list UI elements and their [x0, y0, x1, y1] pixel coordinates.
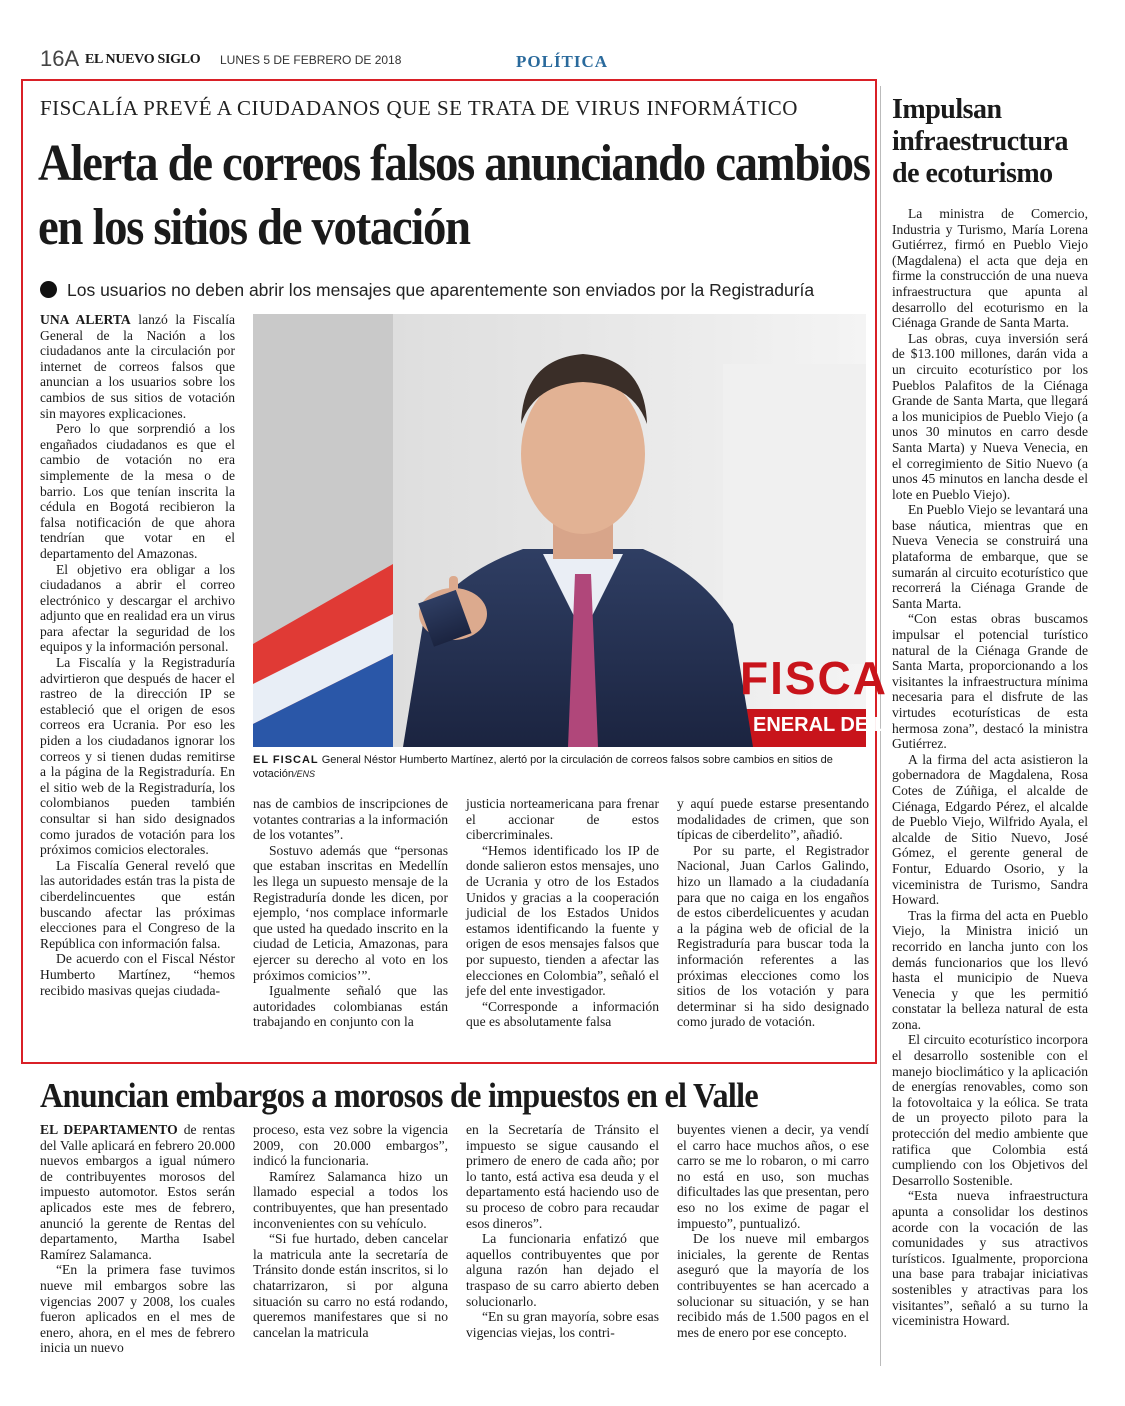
- paragraph: justicia norteamericana para frenar el accionar de estos cibercriminales.: [466, 796, 659, 843]
- paragraph: El objetivo era obligar a los ciudadanos a abrir el correo electrónico y descargar el archivo adjunto que en realidad era un virus para afectar la seguridad de los equipos y la información personal.: [40, 561, 235, 655]
- paragraph: “Corresponde a información que es absolutamente falsa: [466, 998, 659, 1030]
- lower-col-4: [677, 1122, 869, 1340]
- paragraph: “Hemos identificado los IP de donde salieron estos mensajes, uno de Ucrania y otro de los Estados Unidos y gracias a la cooperación judicial de los Estados Unidos estamos identificando la fuente y origen de esos mensajes falsos que por supuesto, tienden a afectar las elecciones en Colombia”, señaló el jefe del ente investigador.: [466, 842, 659, 999]
- paragraph: La Fiscalía General reveló que las autoridades están tras la pista de ciberdelincuentes que están buscando afectar las próximas elecciones para el Congreso de la República con información falsa.: [40, 857, 235, 951]
- article-photo: [253, 314, 901, 747]
- page-number: 16A: [40, 46, 80, 71]
- paragraph: Tras la firma del acta en Pueblo Viejo, la Ministra inició un recorrido en lancha junto con los demás funcionarios que los llevó hasta el municipio de Nueva Venecia y que les permitió constatar la belleza natural de esta zona.: [892, 907, 1088, 1032]
- paragraph: “En su gran mayoría, sobre esas vigencias viejas, los contri-: [466, 1309, 659, 1340]
- paragraph: Pero lo que sorprendió a los engañados ciudadanos es que el cambio de votación no era simplemente de la mesa o de barrio. Los que tenían inscrita la cédula en Bogotá recibieron la falsa notificación de que ahora tendrían que votar en el departamento del Amazonas.: [40, 421, 235, 561]
- article-kicker: FISCALÍA PREVÉ A CIUDADANOS QUE SE TRATA DE VIRUS INFORMÁTICO: [40, 96, 798, 120]
- paragraph: En Pueblo Viejo se levantará una base náutica, mientras que en Nueva Venecia se construirá una plataforma de embarque, que se sumarán al circuito ecoturístico que recorrerá la Ciénaga Grande de Santa Marta.: [892, 502, 1088, 611]
- sidebar-body: [892, 206, 1088, 1329]
- paragraph: Por su parte, el Registrador Nacional, Juan Carlos Galindo, hizo un llamado a la ciudadanía para que no caiga en los engaños de estos ciberdelicuentes y acudan a la página web de oficial de la Registraduría para buscar toda la información referentes a las próximas elecciones como los sitios de los votación y para determinar si ha sido designado como jurado de votación.: [677, 842, 869, 1030]
- paragraph: La funcionaria enfatizó que aquellos contribuyentes que por alguna razón han dejado el traspaso de su carro abierto deben solucionarlo.: [466, 1231, 659, 1309]
- photo-caption: [253, 753, 863, 781]
- paragraph: Las obras, cuya inversión será de $13.100 millones, darán vida a un circuito ecoturístico por los Pueblos Palafitos de la Ciénaga Grande de Santa Marta, que llegará a los municipios de Pueblo Viejo (a unos 30 minutos en carro desde Santa Marta) y Nueva Venecia, en el corregimiento de Sitio Nuevo (a unos 45 minutos en lancha desde el lote en Pueblo Viejo).: [892, 330, 1088, 502]
- caption-text: General Néstor Humberto Martínez, alertó por la circulación de correos falsos sobre cambios en sitios de votación: [253, 754, 833, 780]
- lower-col-1: [40, 1122, 235, 1356]
- paragraph: Igualmente señaló que las autoridades colombianas están trabajando en conjunto con la: [253, 983, 448, 1030]
- paragraph: UNA ALERTA lanzó la Fiscalía General de la Nación a los ciudadanos ante la circulación por internet de correos falsos que anuncian a los usuarios sobre los cambios de sus sitios de votación sin mayores explicaciones.: [40, 312, 235, 421]
- article-headline: Alerta de correos falsos anunciando cambios en los sitios de votación: [38, 135, 870, 256]
- bullet-icon: [40, 281, 57, 298]
- lower-article-headline: Anuncian embargos a morosos de impuestos en el Valle: [40, 1076, 758, 1115]
- caption-credit: /ENS: [293, 769, 315, 779]
- issue-date: LUNES 5 DE FEBRERO DE 2018: [220, 53, 402, 67]
- section-name: POLÍTICA: [516, 52, 609, 71]
- paragraph: “Si fue hurtado, deben cancelar la matricula ante la secretaría de Tránsito donde están inscritos, si lo chatarrizaron, si por alguna situación su carro no está rodando, queremos manifestares que si no cancelan la matricula: [253, 1231, 448, 1340]
- paragraph: “Con estas obras buscamos impulsar el potencial turístico natural de la Ciénaga Grande de Santa Marta, proporcionando a los visitantes la infraestructura mínima necesaria para el disfrute de las virtudes ecoturísticas de esta hermosa zona”, destacó la ministra Gutiérrez.: [892, 611, 1088, 752]
- lower-col-2: [253, 1122, 448, 1340]
- paragraph: La Fiscalía y la Registraduría advirtieron que después de hacer el rastreo de la dirección IP se estableció que el origen de esos correos era Ucrania. Por eso les piden a los ciudadanos ignorar los correos y si tienen dudas remitirse a la página de la Registraduría. En el sitio web de la Registraduría, los colombianos pueden también consultar si han sido designados como jurados de votación para los próximos comicios electorales.: [40, 655, 235, 858]
- paragraph: buyentes vienen a decir, ya vendí el carro hace muchos años, o ese carro se me lo robaron, o mi carro no está en uso, son muchas dificultades las que presentan, pero eso no los exime de pagar el impuesto”, puntualizó.: [677, 1122, 869, 1231]
- paragraph: La ministra de Comercio, Industria y Turismo, María Lorena Gutiérrez, firmó en Pueblo Viejo (Magdalena) el acta que deja en firme la construcción de una nueva infraestructura que apunta al desarrollo del ecoturismo en la Ciénaga Grande de Santa Marta.: [892, 206, 1088, 331]
- page-header: [40, 46, 1085, 76]
- paragraph: EL DEPARTAMENTO de rentas del Valle aplicará en febrero 20.000 nuevos embargos a igual número de contribuyentes morosos del impuesto automotor. Estos serán aplicados este mes de febrero, anunció la gerente de Rentas del departamento, Martha Isabel Ramírez Salamanca.: [40, 1122, 235, 1262]
- main-col-2: [253, 796, 448, 1030]
- paragraph: Sostuvo además que “personas que estaban inscritas en Medellín les llega un supuesto mensaje de la Registraduría donde les dicen, por ejemplo, ‘nos complace informarle que usted ha quedado inscrito en la ciudad de Leticia, Amazonas, para ejercer su derecho al voto en los próximos comicios’”.: [253, 842, 448, 983]
- main-col-4: [677, 796, 869, 1030]
- paragraph: nas de cambios de inscripciones de votantes contrarias a la información de los votantes”.: [253, 796, 448, 843]
- paragraph: proceso, esta vez sobre la vigencia 2009, con 20.000 embargos”, indicó la funcionaria.: [253, 1122, 448, 1169]
- paragraph: “En la primera fase tuvimos nueve mil embargos sobre las vigencias 2007 y 2008, los cuales fueron aplicados en el mes de enero, ahora, en el mes de febrero inicia un nuevo: [40, 1262, 235, 1356]
- paragraph: A la firma del acta asistieron la gobernadora de Magdalena, Rosa Cotes de Zúñiga, el alcalde de Ciénaga, Edgardo Pérez, el alcalde de Pueblo Viejo, Wilfrido Ayala, el alcalde de Sitio Nuevo, José Gómez, el gerente general de Fontur, Eduardo Osorio, y la viceministra de Turismo, Sandra Howard.: [892, 751, 1088, 908]
- photo-logo-text: FISCA: [740, 652, 888, 704]
- lead-word: EL DEPARTAMENTO: [40, 1122, 178, 1137]
- sidebar-headline: Impulsan infraestructura de ecoturismo: [892, 94, 1069, 189]
- main-col-1: [40, 312, 235, 998]
- paragraph: “Esta nueva infraestructura apunta a consolidar los destinos acorde con la vocación de las comunidades y sus atractivos turísticos. Igualmente, proporciona una base para trabajar iniciativas sostenibles y atractivas para los visitantes”, señaló a su turno la viceministra Howard.: [892, 1188, 1088, 1329]
- paragraph: De acuerdo con el Fiscal Néstor Humberto Martínez, “hemos recibido masivas quejas ciudada-: [40, 951, 235, 998]
- subheadline-text: Los usuarios no deben abrir los mensajes que aparentemente son enviados por la Registraduría: [67, 280, 815, 300]
- newspaper-name: EL NUEVO SIGLO: [85, 52, 201, 67]
- lead-word: UNA ALERTA: [40, 312, 131, 327]
- paragraph: El circuito ecoturístico incorpora el desarrollo sostenible con el manejo bioclimático y la aplicación de energías renovables, como son la fotovoltaica y la eólica. Se trata de un proyecto piloto para la protección del medio ambiente que ratifica que Colombia está cumpliendo con los Objetivos del Desarrollo Sostenible.: [892, 1032, 1088, 1188]
- paragraph: en la Secretaría de Tránsito el impuesto se sigue causando el primero de enero de cada año; por lo tanto, está activa esa deuda y el departamento está haciendo uso de su proceso de cobro para recaudar esos dineros”.: [466, 1122, 659, 1231]
- main-col-3: [466, 796, 659, 1030]
- photo-banner-text: ENERAL DE LA: [753, 714, 901, 736]
- paragraph: Ramírez Salamanca hizo un llamado especial a todos los contribuyentes, que han presentado inconvenientes con su vehículo.: [253, 1168, 448, 1231]
- paragraph: y aquí puede estarse presentando modalidades de crimen, que son típicas de ciberdelito”, añadió.: [677, 796, 869, 843]
- paragraph: De los nueve mil embargos iniciales, la gerente de Rentas aseguró que la mayoría de los contribuyentes se han acercado a solucionar su situación, y se han recibido más de 1.500 pagos en el mes de enero por ese concepto.: [677, 1231, 869, 1340]
- lower-col-3: [466, 1122, 659, 1340]
- caption-lead: EL FISCAL: [253, 754, 319, 766]
- article-subheadline: [40, 280, 870, 301]
